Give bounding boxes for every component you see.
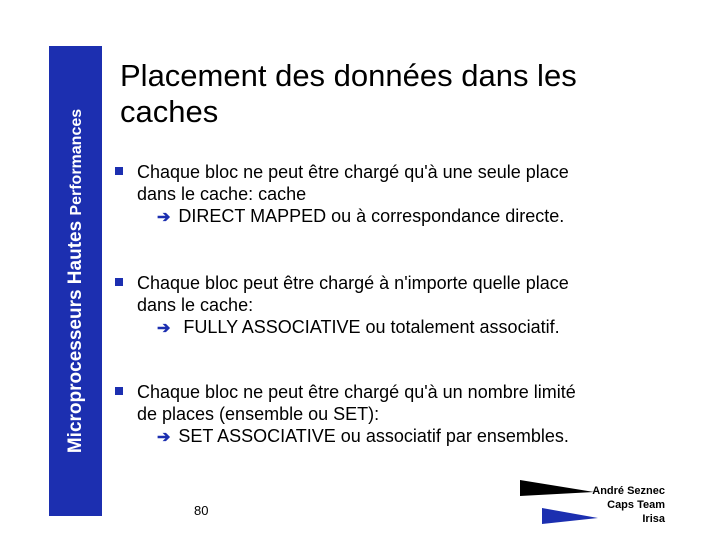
bullet-3-subitem <box>157 425 675 449</box>
team-name: Caps Team <box>607 499 665 511</box>
bullet-1-subitem <box>157 205 675 229</box>
sidebar-label-small: Performances <box>67 108 85 216</box>
bullet-2-line-2: dans le cache: <box>137 295 254 315</box>
bullet-item-2 <box>115 272 675 340</box>
square-bullet-icon <box>115 167 123 175</box>
sidebar-band <box>49 46 102 516</box>
square-bullet-icon <box>115 278 123 286</box>
author-name: André Seznec <box>592 485 665 497</box>
arrow-right-icon: ➔ <box>157 209 171 226</box>
arrow-right-icon: ➔ <box>157 320 171 337</box>
bullet-3-line-1: Chaque bloc ne peut être chargé qu'à un nombre limité <box>137 382 576 402</box>
arrow-right-icon: ➔ <box>157 429 171 446</box>
bullet-item-3 <box>115 381 675 449</box>
bullet-3-sub-text: SET ASSOCIATIVE ou associatif par ensembles. <box>178 426 569 446</box>
bullet-2-subitem <box>157 316 675 340</box>
logo-blue-wedge <box>542 508 598 524</box>
bullet-2-sub-text: FULLY ASSOCIATIVE ou totalement associatif. <box>178 317 560 337</box>
bullet-3-line-2: de places (ensemble ou SET): <box>137 404 380 424</box>
sidebar-label-main: Microprocesseurs Hautes <box>64 215 86 454</box>
bullet-1-line-1: Chaque bloc ne peut être chargé qu'à une seule place <box>137 162 569 182</box>
sidebar-label <box>65 109 87 453</box>
page-number: 80 <box>194 503 209 518</box>
logo-black-wedge <box>520 480 594 496</box>
bullet-item-1 <box>115 161 675 229</box>
square-bullet-icon <box>115 387 123 395</box>
bullet-2-line-1: Chaque bloc peut être chargé à n'importe quelle place <box>137 273 569 293</box>
slide-title-line-2: caches <box>120 94 219 129</box>
bullet-1-line-2: dans le cache: cache <box>137 184 307 204</box>
institute-name: Irisa <box>642 513 665 525</box>
slide-title-line-1: Placement des données dans les <box>120 58 577 93</box>
bullet-1-sub-text: DIRECT MAPPED ou à correspondance directe. <box>178 206 565 226</box>
irisa-logo-icon <box>520 478 600 524</box>
slide-title <box>120 58 680 130</box>
author-credits <box>592 484 665 526</box>
